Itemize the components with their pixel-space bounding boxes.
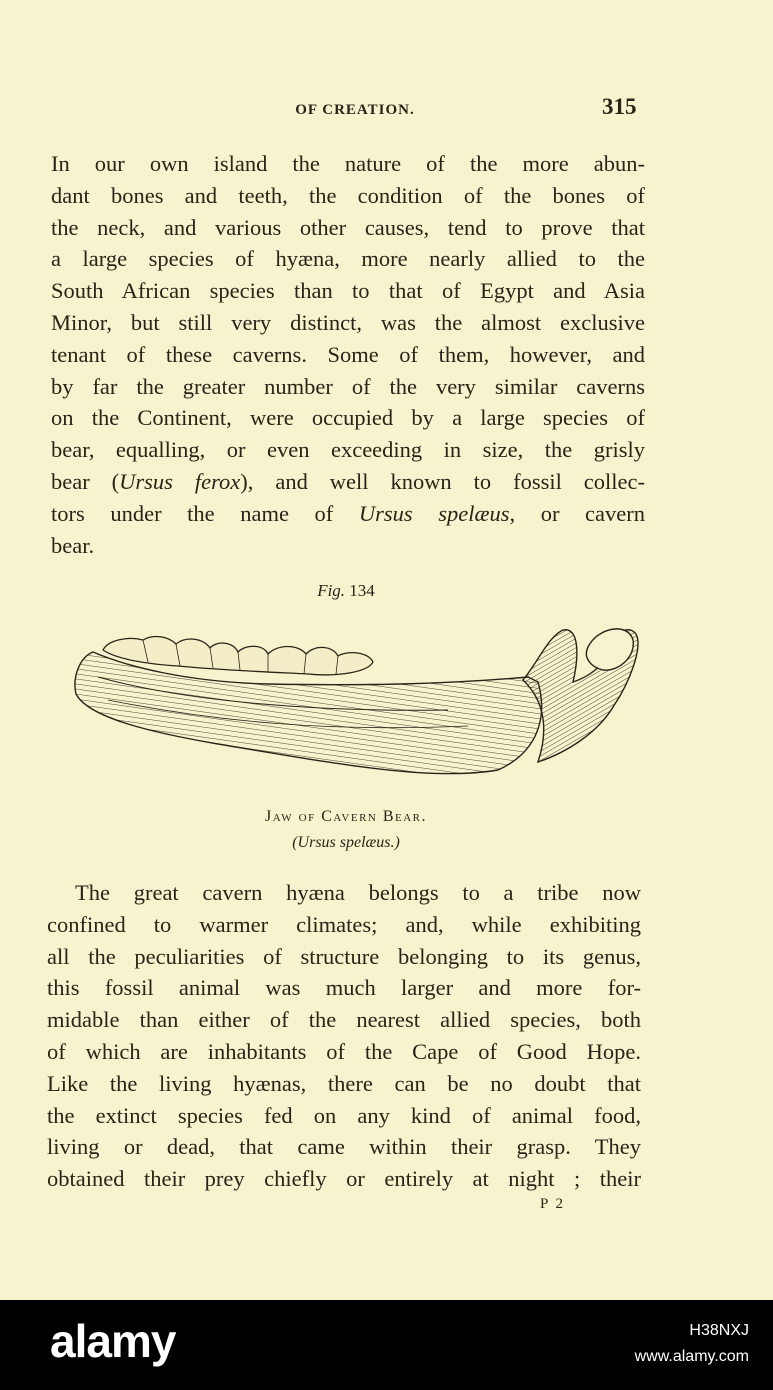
text-line: a large species of hyæna, more nearly allied to the xyxy=(51,246,645,272)
text-line: this fossil animal was much larger and more for- xyxy=(47,975,641,1001)
text-line: dant bones and teeth, the condition of the bones of xyxy=(51,182,645,208)
text-line: living or dead, that came within their grasp. They xyxy=(47,1134,641,1160)
text-line: South African species than to that of Egypt and Asia xyxy=(51,278,645,304)
species-name: Ursus spelæus xyxy=(358,500,510,526)
text-line: bear, equalling, or even exceeding in size, the grisly xyxy=(51,437,645,463)
text-line: of which are inhabitants of the Cape of Good Hope. xyxy=(47,1038,641,1064)
paragraph-2 xyxy=(47,877,641,1195)
text-line: Minor, but still very distinct, was the almost exclusive xyxy=(51,309,645,335)
text-line xyxy=(51,466,645,498)
text-segment: tors under the name of xyxy=(51,500,359,526)
text-line: all the peculiarities of structure belonging to its genus, xyxy=(47,943,641,969)
alamy-logo: alamy xyxy=(50,1315,176,1367)
species-name: Ursus ferox xyxy=(119,468,241,494)
text-line: the extinct species fed on any kind of animal food, xyxy=(47,1102,641,1128)
text-segment: bear ( xyxy=(51,468,120,494)
text-line: on the Continent, were occupied by a large species of xyxy=(51,405,645,431)
signature-mark: P 2 xyxy=(540,1196,566,1212)
figure-label-number: 134 xyxy=(349,581,375,600)
image-id: H38NXJ xyxy=(689,1322,749,1339)
page-number: 315 xyxy=(602,94,637,119)
text-line: The great cavern hyæna belongs to a tribe now xyxy=(75,880,641,905)
figure-label-prefix: Fig. xyxy=(317,581,346,600)
text-line: by far the greater number of the very similar caverns xyxy=(51,373,645,399)
text-segment: , or cavern xyxy=(509,500,645,526)
text-segment: ), and well known to fossil collec- xyxy=(240,468,645,494)
text-line xyxy=(51,498,645,530)
watermark-bar xyxy=(0,1300,773,1390)
text-line: confined to warmer climates; and, while exhibiting xyxy=(47,911,641,937)
paragraph-1 xyxy=(51,148,645,561)
text-line: In our own island the nature of the more abun- xyxy=(51,151,645,176)
text-line: Like the living hyænas, there can be no doubt that xyxy=(47,1070,641,1096)
running-header: OF CREATION. xyxy=(295,102,415,118)
figure-caption-subtitle: (Ursus spelæus.) xyxy=(292,834,400,851)
text-line: bear. xyxy=(51,532,95,558)
text-line: obtained their prey chiefly or entirely at night ; their xyxy=(47,1166,641,1192)
jaw-illustration xyxy=(68,622,648,787)
text-line: the neck, and various other causes, tend to prove that xyxy=(51,214,645,240)
text-line: tenant of these caverns. Some of them, however, and xyxy=(51,341,645,367)
watermark-url: www.alamy.com xyxy=(634,1348,749,1365)
figure-caption-title: Jaw of Cavern Bear. xyxy=(264,808,428,825)
figure-label xyxy=(0,581,692,601)
text-line: midable than either of the nearest allied species, both xyxy=(47,1007,641,1033)
